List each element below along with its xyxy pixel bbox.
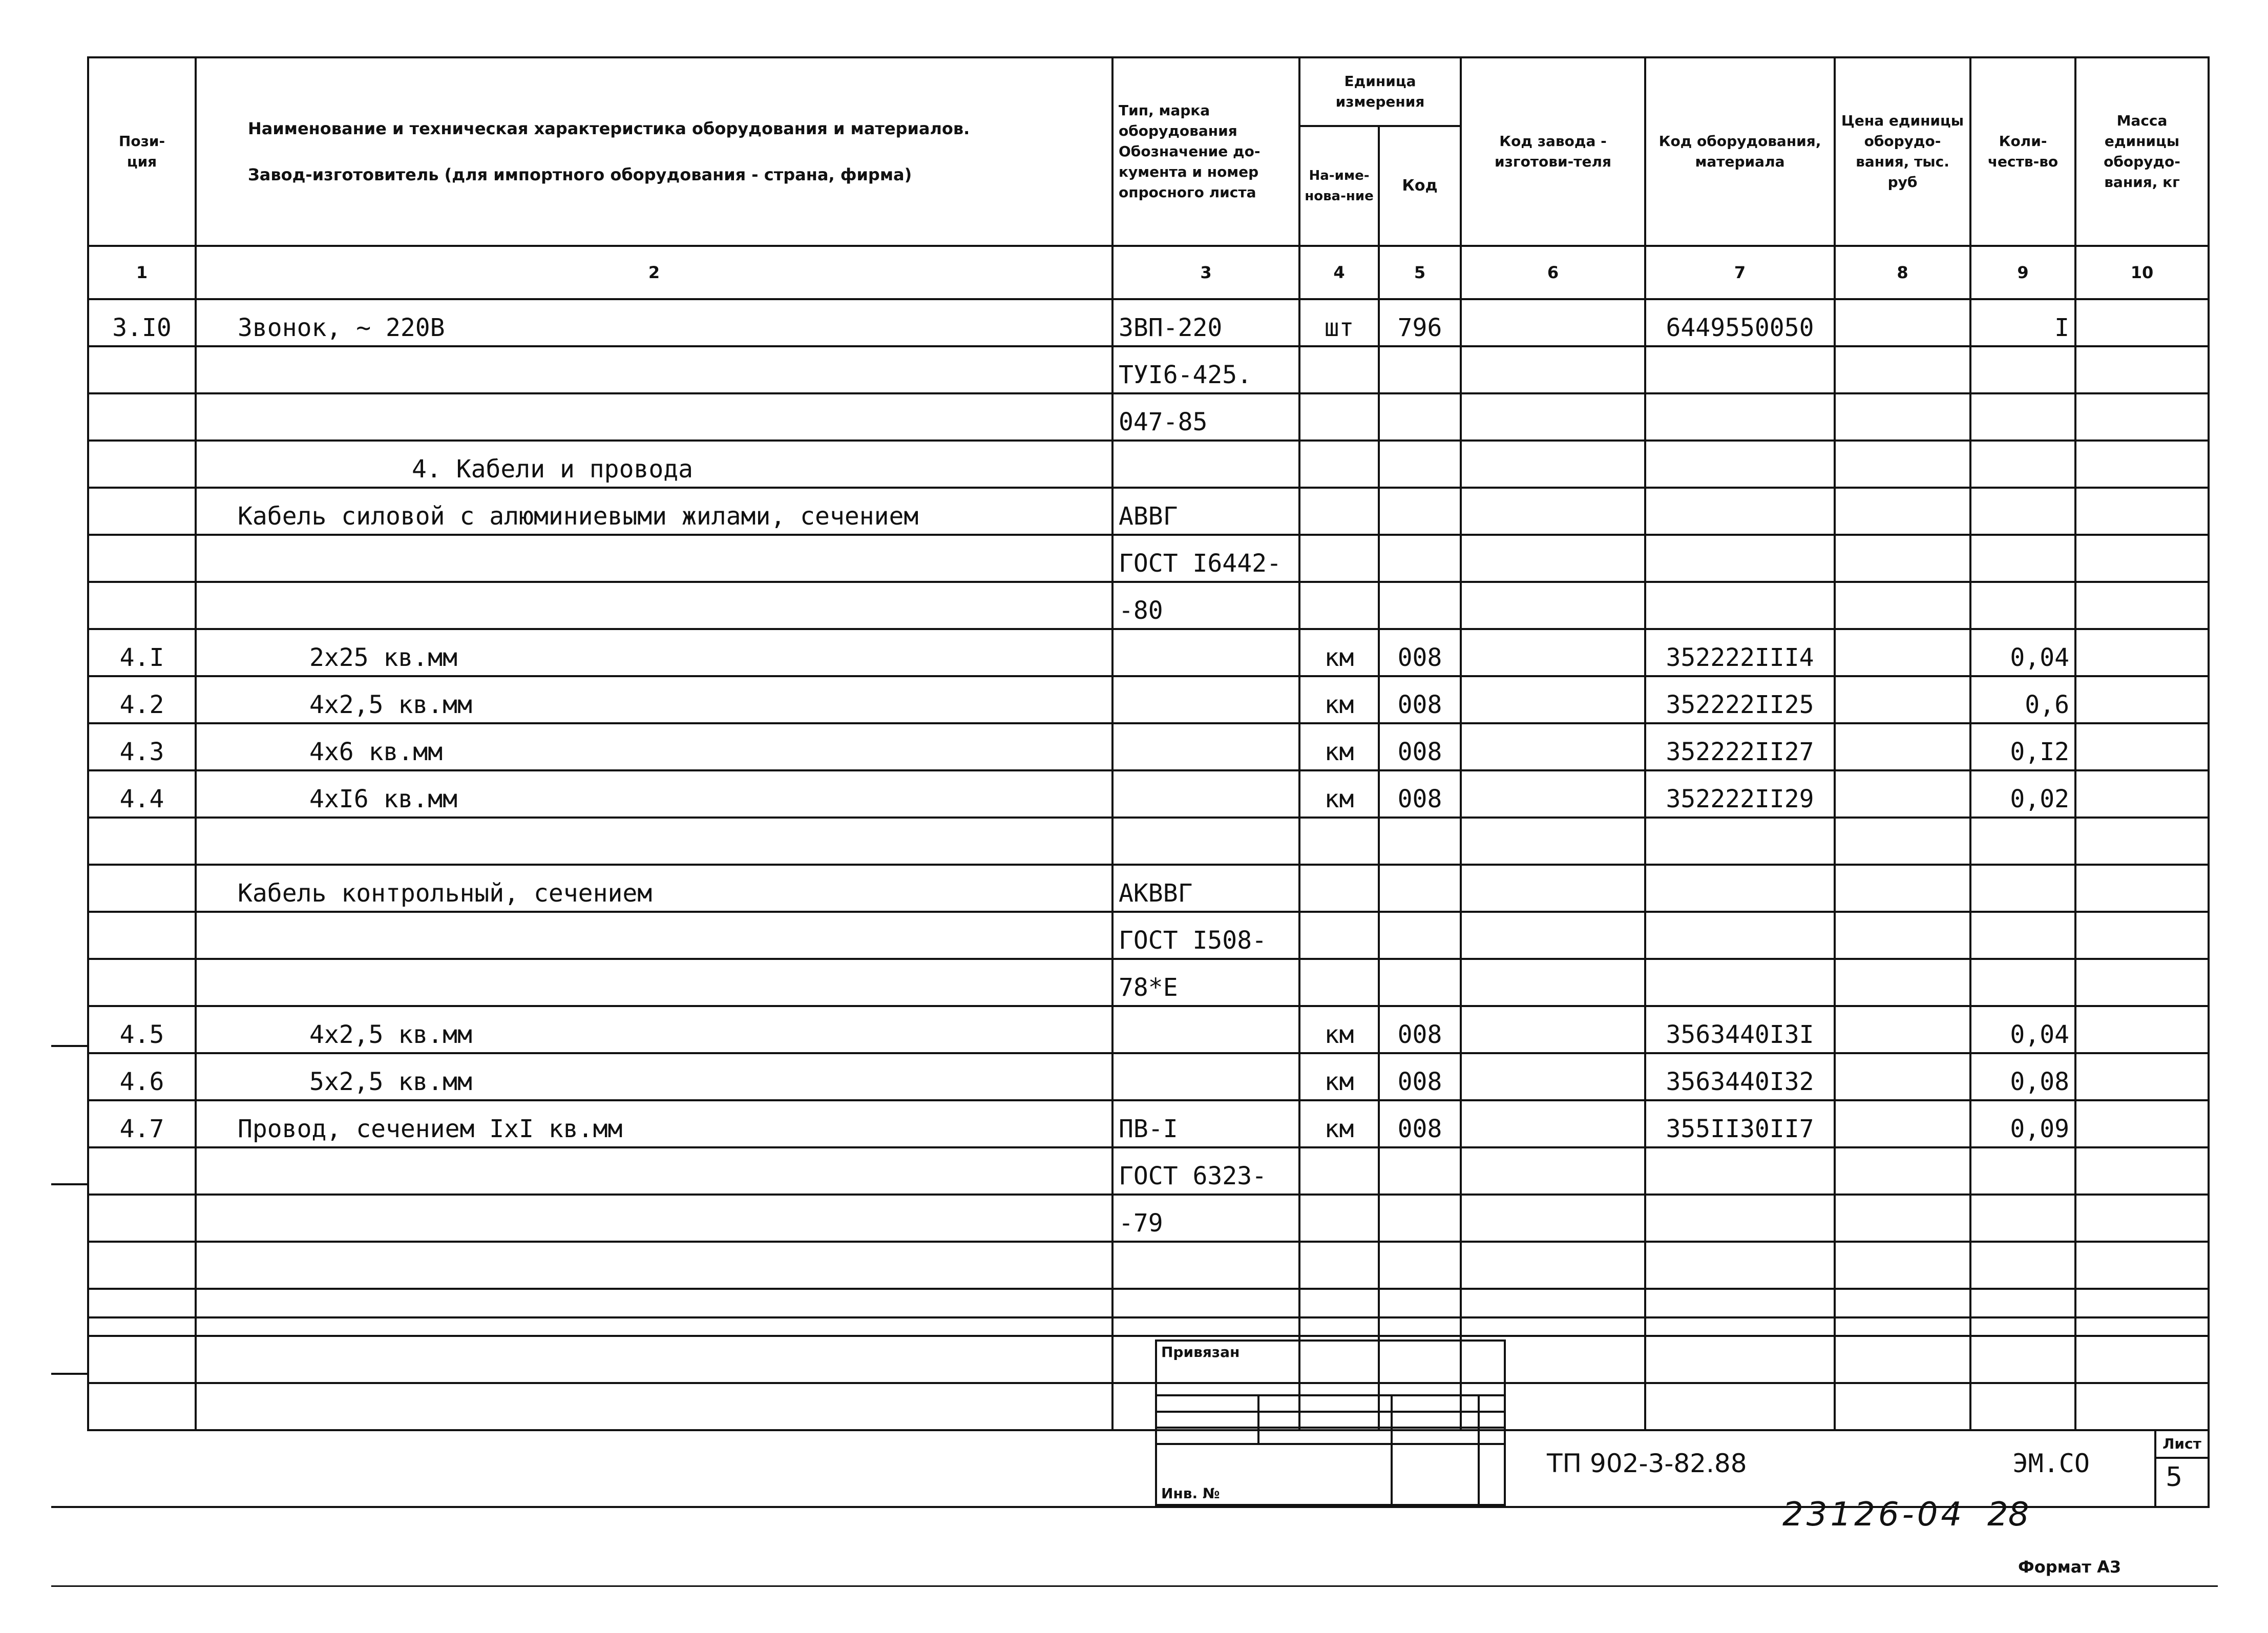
row-quantity [1970, 582, 2075, 629]
row-factory-code [1461, 676, 1645, 723]
table-row [88, 770, 2209, 818]
row-quantity [1970, 393, 2075, 441]
row-position [88, 535, 196, 582]
row-price [1835, 1147, 1970, 1195]
header-material-code: Код оборудования, материала [1645, 57, 1835, 246]
row-mass [2075, 1147, 2209, 1195]
row-type: 78*Е [1112, 959, 1299, 1006]
row-name: Провод, сечением IxI кв.мм [196, 1100, 1112, 1147]
binding-mark [51, 1045, 87, 1047]
row-name: 5x2,5 кв.мм [196, 1053, 1112, 1100]
header-position: Пози- ция [88, 57, 196, 246]
row-unit [1299, 1242, 1379, 1289]
row-type [1112, 770, 1299, 818]
row-unit-code: 008 [1379, 629, 1461, 676]
row-factory-code [1461, 582, 1645, 629]
row-position: 4.5 [88, 1006, 196, 1053]
row-type: -80 [1112, 582, 1299, 629]
row-unit-code [1379, 959, 1461, 1006]
row-position [88, 1147, 196, 1195]
row-mass [2075, 488, 2209, 535]
row-material-code [1645, 959, 1835, 1006]
binding-mark [51, 1373, 87, 1375]
row-unit: км [1299, 723, 1379, 770]
row-mass [2075, 1053, 2209, 1100]
row-quantity: 0,04 [1970, 629, 2075, 676]
row-type [1112, 441, 1299, 488]
row-type: ГОСТ 6323- [1112, 1147, 1299, 1195]
table-row [88, 676, 2209, 723]
row-quantity [1970, 1195, 2075, 1242]
row-material-code: 352222III4 [1645, 629, 1835, 676]
row-mass [2075, 723, 2209, 770]
row-type [1112, 629, 1299, 676]
row-quantity [1970, 1147, 2075, 1195]
row-name: Звонок, ~ 220В [196, 299, 1112, 346]
row-position: 4.2 [88, 676, 196, 723]
row-price [1835, 723, 1970, 770]
row-type: 047-85 [1112, 393, 1299, 441]
table-row [88, 1147, 2209, 1195]
row-type: ГОСТ I508- [1112, 912, 1299, 959]
row-position [88, 959, 196, 1006]
header-name [196, 57, 1112, 246]
table-row [88, 488, 2209, 535]
row-unit [1299, 441, 1379, 488]
row-factory-code [1461, 488, 1645, 535]
row-position: 4.4 [88, 770, 196, 818]
row-price [1835, 912, 1970, 959]
row-position: 4.I [88, 629, 196, 676]
row-unit-code: 008 [1379, 1100, 1461, 1147]
row-factory-code [1461, 629, 1645, 676]
row-name [196, 1195, 1112, 1242]
format-label: Формат А3 [2018, 1557, 2122, 1577]
handwritten-page-number: 28 [1987, 1496, 2029, 1534]
row-mass [2075, 912, 2209, 959]
row-mass [2075, 959, 2209, 1006]
row-factory-code [1461, 818, 1645, 865]
row-name: 2x25 кв.мм [196, 629, 1112, 676]
row-material-code [1645, 346, 1835, 393]
row-price [1835, 299, 1970, 346]
row-name [196, 912, 1112, 959]
column-number: 7 [1645, 246, 1835, 299]
row-unit [1299, 1195, 1379, 1242]
row-quantity: 0,08 [1970, 1053, 2075, 1100]
spec-table [87, 56, 2210, 1431]
column-number: 6 [1461, 246, 1645, 299]
column-number: 4 [1299, 246, 1379, 299]
header-quantity: Коли-честв-во [1970, 57, 2075, 246]
row-position [88, 1195, 196, 1242]
row-name: 4x2,5 кв.мм [196, 1006, 1112, 1053]
table-row [88, 1100, 2209, 1147]
row-unit [1299, 865, 1379, 912]
row-position [88, 488, 196, 535]
row-unit-code [1379, 535, 1461, 582]
row-material-code [1645, 582, 1835, 629]
document-suffix: ЭМ.СО [2012, 1449, 2090, 1478]
column-number: 8 [1835, 246, 1970, 299]
row-price [1835, 959, 1970, 1006]
row-price [1835, 1195, 1970, 1242]
row-unit: шт [1299, 299, 1379, 346]
row-unit [1299, 912, 1379, 959]
row-position: 4.7 [88, 1100, 196, 1147]
row-position [88, 912, 196, 959]
row-position [88, 582, 196, 629]
table-row [88, 393, 2209, 441]
row-price [1835, 441, 1970, 488]
row-mass [2075, 441, 2209, 488]
row-material-code: 355II30II7 [1645, 1100, 1835, 1147]
row-unit-code [1379, 582, 1461, 629]
table-row [88, 865, 2209, 912]
row-material-code: 352222II29 [1645, 770, 1835, 818]
row-material-code: 3563440I3I [1645, 1006, 1835, 1053]
row-position [88, 393, 196, 441]
table-row [88, 629, 2209, 676]
row-quantity [1970, 535, 2075, 582]
row-unit-code: 008 [1379, 1053, 1461, 1100]
row-mass [2075, 629, 2209, 676]
stamp-inv-label: Инв. № [1156, 1444, 1392, 1505]
binding-stamp [1155, 1339, 1506, 1506]
table-row [88, 1242, 2209, 1289]
row-position [88, 865, 196, 912]
row-type [1112, 818, 1299, 865]
row-unit: км [1299, 1053, 1379, 1100]
row-position [88, 1242, 196, 1289]
row-unit [1299, 959, 1379, 1006]
row-price [1835, 1006, 1970, 1053]
row-type: АКВВГ [1112, 865, 1299, 912]
row-factory-code [1461, 299, 1645, 346]
handwritten-archive-number: 23126-04 [1782, 1496, 1965, 1534]
row-name [196, 535, 1112, 582]
row-mass [2075, 582, 2209, 629]
row-quantity: I [1970, 299, 2075, 346]
row-quantity [1970, 488, 2075, 535]
row-type [1112, 676, 1299, 723]
header-type: Тип, марка оборудования Обозначение до-кумента и номер опросного листа [1112, 57, 1299, 246]
table-row [88, 535, 2209, 582]
row-unit: км [1299, 1100, 1379, 1147]
row-factory-code [1461, 912, 1645, 959]
row-price [1835, 582, 1970, 629]
row-unit [1299, 535, 1379, 582]
row-quantity: 0,02 [1970, 770, 2075, 818]
row-mass [2075, 299, 2209, 346]
row-position [88, 818, 196, 865]
table-row [88, 912, 2209, 959]
column-number: 9 [1970, 246, 2075, 299]
row-factory-code [1461, 1100, 1645, 1147]
row-type [1112, 1242, 1299, 1289]
row-position: 3.I0 [88, 299, 196, 346]
row-factory-code [1461, 441, 1645, 488]
page-edge-line [51, 1585, 2218, 1587]
row-name [196, 959, 1112, 1006]
row-unit-code: 796 [1379, 299, 1461, 346]
row-type: -79 [1112, 1195, 1299, 1242]
row-factory-code [1461, 959, 1645, 1006]
row-material-code [1645, 912, 1835, 959]
header-unit-group: Единица измерения [1299, 57, 1461, 126]
table-row [88, 299, 2209, 346]
row-material-code [1645, 1195, 1835, 1242]
row-unit: км [1299, 676, 1379, 723]
row-unit-code: 008 [1379, 1006, 1461, 1053]
row-material-code [1645, 865, 1835, 912]
row-unit [1299, 818, 1379, 865]
row-name [196, 582, 1112, 629]
row-unit-code [1379, 1242, 1461, 1289]
row-mass [2075, 535, 2209, 582]
row-name [196, 1147, 1112, 1195]
row-unit-code [1379, 441, 1461, 488]
row-mass [2075, 346, 2209, 393]
row-unit-code [1379, 346, 1461, 393]
row-unit-code [1379, 912, 1461, 959]
row-unit-code: 008 [1379, 676, 1461, 723]
row-factory-code [1461, 1147, 1645, 1195]
row-mass [2075, 1006, 2209, 1053]
row-price [1835, 535, 1970, 582]
row-material-code: 352222II27 [1645, 723, 1835, 770]
row-unit: км [1299, 629, 1379, 676]
row-unit-code [1379, 393, 1461, 441]
row-name [196, 1242, 1112, 1289]
row-mass [2075, 393, 2209, 441]
table-row [88, 441, 2209, 488]
table-row [88, 1006, 2209, 1053]
row-material-code: 3563440I32 [1645, 1053, 1835, 1100]
row-position: 4.6 [88, 1053, 196, 1100]
table-row [88, 346, 2209, 393]
row-quantity [1970, 441, 2075, 488]
row-price [1835, 770, 1970, 818]
table-row [88, 959, 2209, 1006]
row-type: АВВГ [1112, 488, 1299, 535]
row-unit-code [1379, 865, 1461, 912]
row-material-code: 352222II25 [1645, 676, 1835, 723]
row-price [1835, 1100, 1970, 1147]
table-row [88, 723, 2209, 770]
row-mass [2075, 865, 2209, 912]
row-factory-code [1461, 535, 1645, 582]
row-material-code [1645, 488, 1835, 535]
row-factory-code [1461, 1195, 1645, 1242]
row-mass [2075, 1100, 2209, 1147]
row-quantity [1970, 346, 2075, 393]
row-price [1835, 393, 1970, 441]
row-mass [2075, 770, 2209, 818]
column-number: 2 [196, 246, 1112, 299]
row-material-code: 6449550050 [1645, 299, 1835, 346]
row-position [88, 346, 196, 393]
header-name-line1: Наименование и техническая характеристика оборудования и материалов. [248, 119, 970, 138]
row-unit [1299, 582, 1379, 629]
sheet-cell [2154, 1431, 2208, 1508]
row-name: 4xI6 кв.мм [196, 770, 1112, 818]
column-number: 3 [1112, 246, 1299, 299]
row-unit-code [1379, 818, 1461, 865]
column-number: 5 [1379, 246, 1461, 299]
row-quantity [1970, 912, 2075, 959]
spec-rows [88, 299, 2209, 1430]
header-mass: Масса единицы оборудо-вания, кг [2075, 57, 2209, 246]
row-factory-code [1461, 770, 1645, 818]
header-factory-code: Код завода - изготови-теля [1461, 57, 1645, 246]
table-row [88, 818, 2209, 865]
row-unit: км [1299, 770, 1379, 818]
row-position [88, 441, 196, 488]
row-price [1835, 865, 1970, 912]
row-price [1835, 676, 1970, 723]
row-material-code [1645, 393, 1835, 441]
row-quantity [1970, 1242, 2075, 1289]
row-unit [1299, 393, 1379, 441]
row-type: ЗВП-220 [1112, 299, 1299, 346]
row-type [1112, 1053, 1299, 1100]
row-unit-code [1379, 1147, 1461, 1195]
row-material-code [1645, 441, 1835, 488]
row-quantity: 0,I2 [1970, 723, 2075, 770]
row-quantity: 0,04 [1970, 1006, 2075, 1053]
row-quantity [1970, 818, 2075, 865]
row-type: ГОСТ I6442- [1112, 535, 1299, 582]
row-unit-code [1379, 488, 1461, 535]
row-price [1835, 488, 1970, 535]
row-price [1835, 1242, 1970, 1289]
row-unit-code [1379, 1195, 1461, 1242]
row-quantity [1970, 959, 2075, 1006]
row-quantity: 0,6 [1970, 676, 2075, 723]
row-unit: км [1299, 1006, 1379, 1053]
header-name-line2: Завод-изготовитель (для импортного оборудования - страна, фирма) [248, 165, 912, 184]
header-price: Цена единицы оборудо-вания, тыс. руб [1835, 57, 1970, 246]
row-material-code [1645, 535, 1835, 582]
row-position: 4.3 [88, 723, 196, 770]
table-row [88, 582, 2209, 629]
binding-mark [51, 1183, 87, 1185]
row-unit-code: 008 [1379, 723, 1461, 770]
row-mass [2075, 1242, 2209, 1289]
row-factory-code [1461, 1053, 1645, 1100]
header-unit-code: Код [1379, 126, 1461, 246]
row-price [1835, 1053, 1970, 1100]
row-name [196, 346, 1112, 393]
row-factory-code [1461, 723, 1645, 770]
row-type [1112, 1006, 1299, 1053]
sheet-number: 5 [2166, 1462, 2183, 1493]
row-name [196, 818, 1112, 865]
row-quantity: 0,09 [1970, 1100, 2075, 1147]
row-type: ПВ-I [1112, 1100, 1299, 1147]
row-quantity [1970, 865, 2075, 912]
column-numbers-row [88, 246, 2209, 299]
document-code: ТП 902-3-82.88 [1547, 1449, 1747, 1478]
row-material-code [1645, 1147, 1835, 1195]
row-unit [1299, 1147, 1379, 1195]
row-name: 4. Кабели и провода [196, 441, 1112, 488]
column-number: 1 [88, 246, 196, 299]
row-unit [1299, 346, 1379, 393]
row-factory-code [1461, 1006, 1645, 1053]
row-type: ТУI6-425. [1112, 346, 1299, 393]
row-mass [2075, 818, 2209, 865]
table-row [88, 1053, 2209, 1100]
row-name: Кабель силовой с алюминиевыми жилами, сечением [196, 488, 1112, 535]
row-name: 4x6 кв.мм [196, 723, 1112, 770]
row-mass [2075, 1195, 2209, 1242]
row-factory-code [1461, 1242, 1645, 1289]
row-name: 4x2,5 кв.мм [196, 676, 1112, 723]
row-unit [1299, 488, 1379, 535]
column-number: 10 [2075, 246, 2209, 299]
row-mass [2075, 676, 2209, 723]
row-unit-code: 008 [1379, 770, 1461, 818]
stamp-bound-label: Привязан [1156, 1341, 1505, 1395]
row-price [1835, 818, 1970, 865]
table-row [88, 1195, 2209, 1242]
row-factory-code [1461, 346, 1645, 393]
row-price [1835, 629, 1970, 676]
row-factory-code [1461, 393, 1645, 441]
row-type [1112, 723, 1299, 770]
row-price [1835, 346, 1970, 393]
row-factory-code [1461, 865, 1645, 912]
header-unit-name: На-име-нова-ние [1299, 126, 1379, 246]
sheet-label: Лист [2156, 1431, 2208, 1459]
row-material-code [1645, 818, 1835, 865]
row-material-code [1645, 1242, 1835, 1289]
row-name [196, 393, 1112, 441]
row-name: Кабель контрольный, сечением [196, 865, 1112, 912]
